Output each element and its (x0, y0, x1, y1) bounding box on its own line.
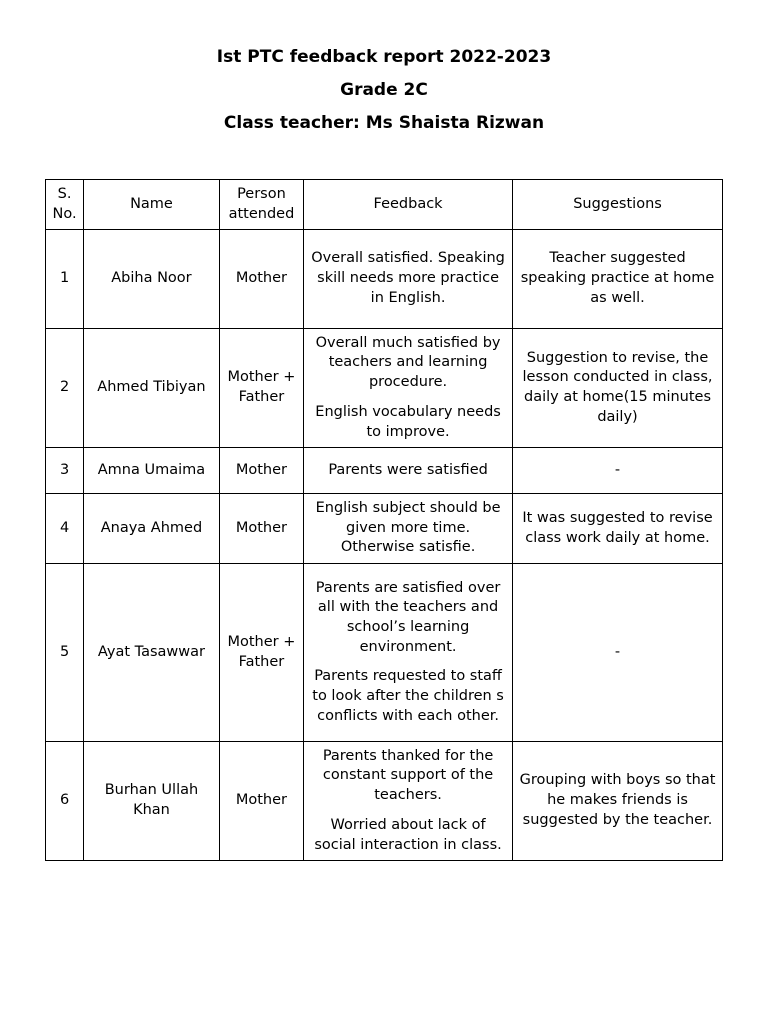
class-teacher-label: Class teacher: Ms Shaista Rizwan (223, 113, 545, 133)
feedback-text: Parents thanked for the constant support of the teachers. (322, 747, 494, 804)
column-header-feedback: Feedback (304, 180, 513, 230)
cell-person: Mother (219, 230, 303, 329)
cell-sno: 4 (46, 494, 84, 564)
cell-suggestion: Suggestion to revise, the lesson conducted in class, daily at home(15 minutes daily) (513, 329, 723, 448)
column-header-name: Name (84, 180, 220, 230)
table-row (46, 494, 723, 564)
cell-feedback (304, 448, 513, 494)
report-header (0, 44, 768, 143)
cell-person: Mother (219, 448, 303, 494)
table-row (46, 230, 723, 329)
feedback-text: Parents requested to staff to look after the children s conflicts with each other. (312, 668, 504, 724)
feedback-text: Parents are satisfied over all with the teachers and school’s learning environment. (315, 579, 501, 655)
cell-feedback (304, 564, 513, 742)
cell-name: Anaya Ahmed (84, 494, 220, 564)
feedback-text: Overall satisfied. Speaking skill needs more practice in English. (311, 250, 505, 306)
cell-name: Amna Umaima (84, 448, 220, 494)
cell-feedback (304, 742, 513, 861)
cell-suggestion: Grouping with boys so that he makes friends is suggested by the teacher. (513, 742, 723, 861)
cell-sno: 1 (46, 230, 84, 329)
table-row (46, 329, 723, 448)
column-header-person: Person attended (219, 180, 303, 230)
feedback-text: Parents were satisfied (328, 461, 488, 478)
table-row (46, 742, 723, 861)
grade-label: Grade 2C (340, 80, 428, 100)
cell-feedback (304, 494, 513, 564)
feedback-text: English subject should be given more time. Otherwise satisfie. (315, 499, 501, 556)
cell-suggestion: - (513, 448, 723, 494)
cell-person: Mother + Father (219, 564, 303, 742)
column-header-suggestions: Suggestions (513, 180, 723, 230)
feedback-text: English vocabulary needs to improve. (315, 403, 501, 440)
cell-sno: 6 (46, 742, 84, 861)
cell-name: Ayat Tasawwar (84, 564, 220, 742)
cell-suggestion: Teacher suggested speaking practice at home as well. (513, 230, 723, 329)
feedback-table (45, 179, 723, 861)
feedback-text: Overall much satisfied by teachers and learning procedure. (315, 334, 501, 391)
table-row (46, 564, 723, 742)
column-header-sno: S. No. (46, 180, 84, 230)
cell-person: Mother (219, 742, 303, 861)
cell-person: Mother (219, 494, 303, 564)
cell-name: Burhan Ullah Khan (84, 742, 220, 861)
cell-suggestion: - (513, 564, 723, 742)
table-row (46, 448, 723, 494)
cell-feedback (304, 329, 513, 448)
cell-sno: 2 (46, 329, 84, 448)
cell-name: Abiha Noor (84, 230, 220, 329)
cell-suggestion: It was suggested to revise class work daily at home. (513, 494, 723, 564)
table-header-row (46, 180, 723, 230)
feedback-text: Worried about lack of social interaction in class. (314, 816, 502, 853)
cell-sno: 3 (46, 448, 84, 494)
report-title: Ist PTC feedback report 2022-2023 (216, 47, 552, 67)
cell-person: Mother + Father (219, 329, 303, 448)
cell-name: Ahmed Tibiyan (84, 329, 220, 448)
cell-sno: 5 (46, 564, 84, 742)
cell-feedback (304, 230, 513, 329)
